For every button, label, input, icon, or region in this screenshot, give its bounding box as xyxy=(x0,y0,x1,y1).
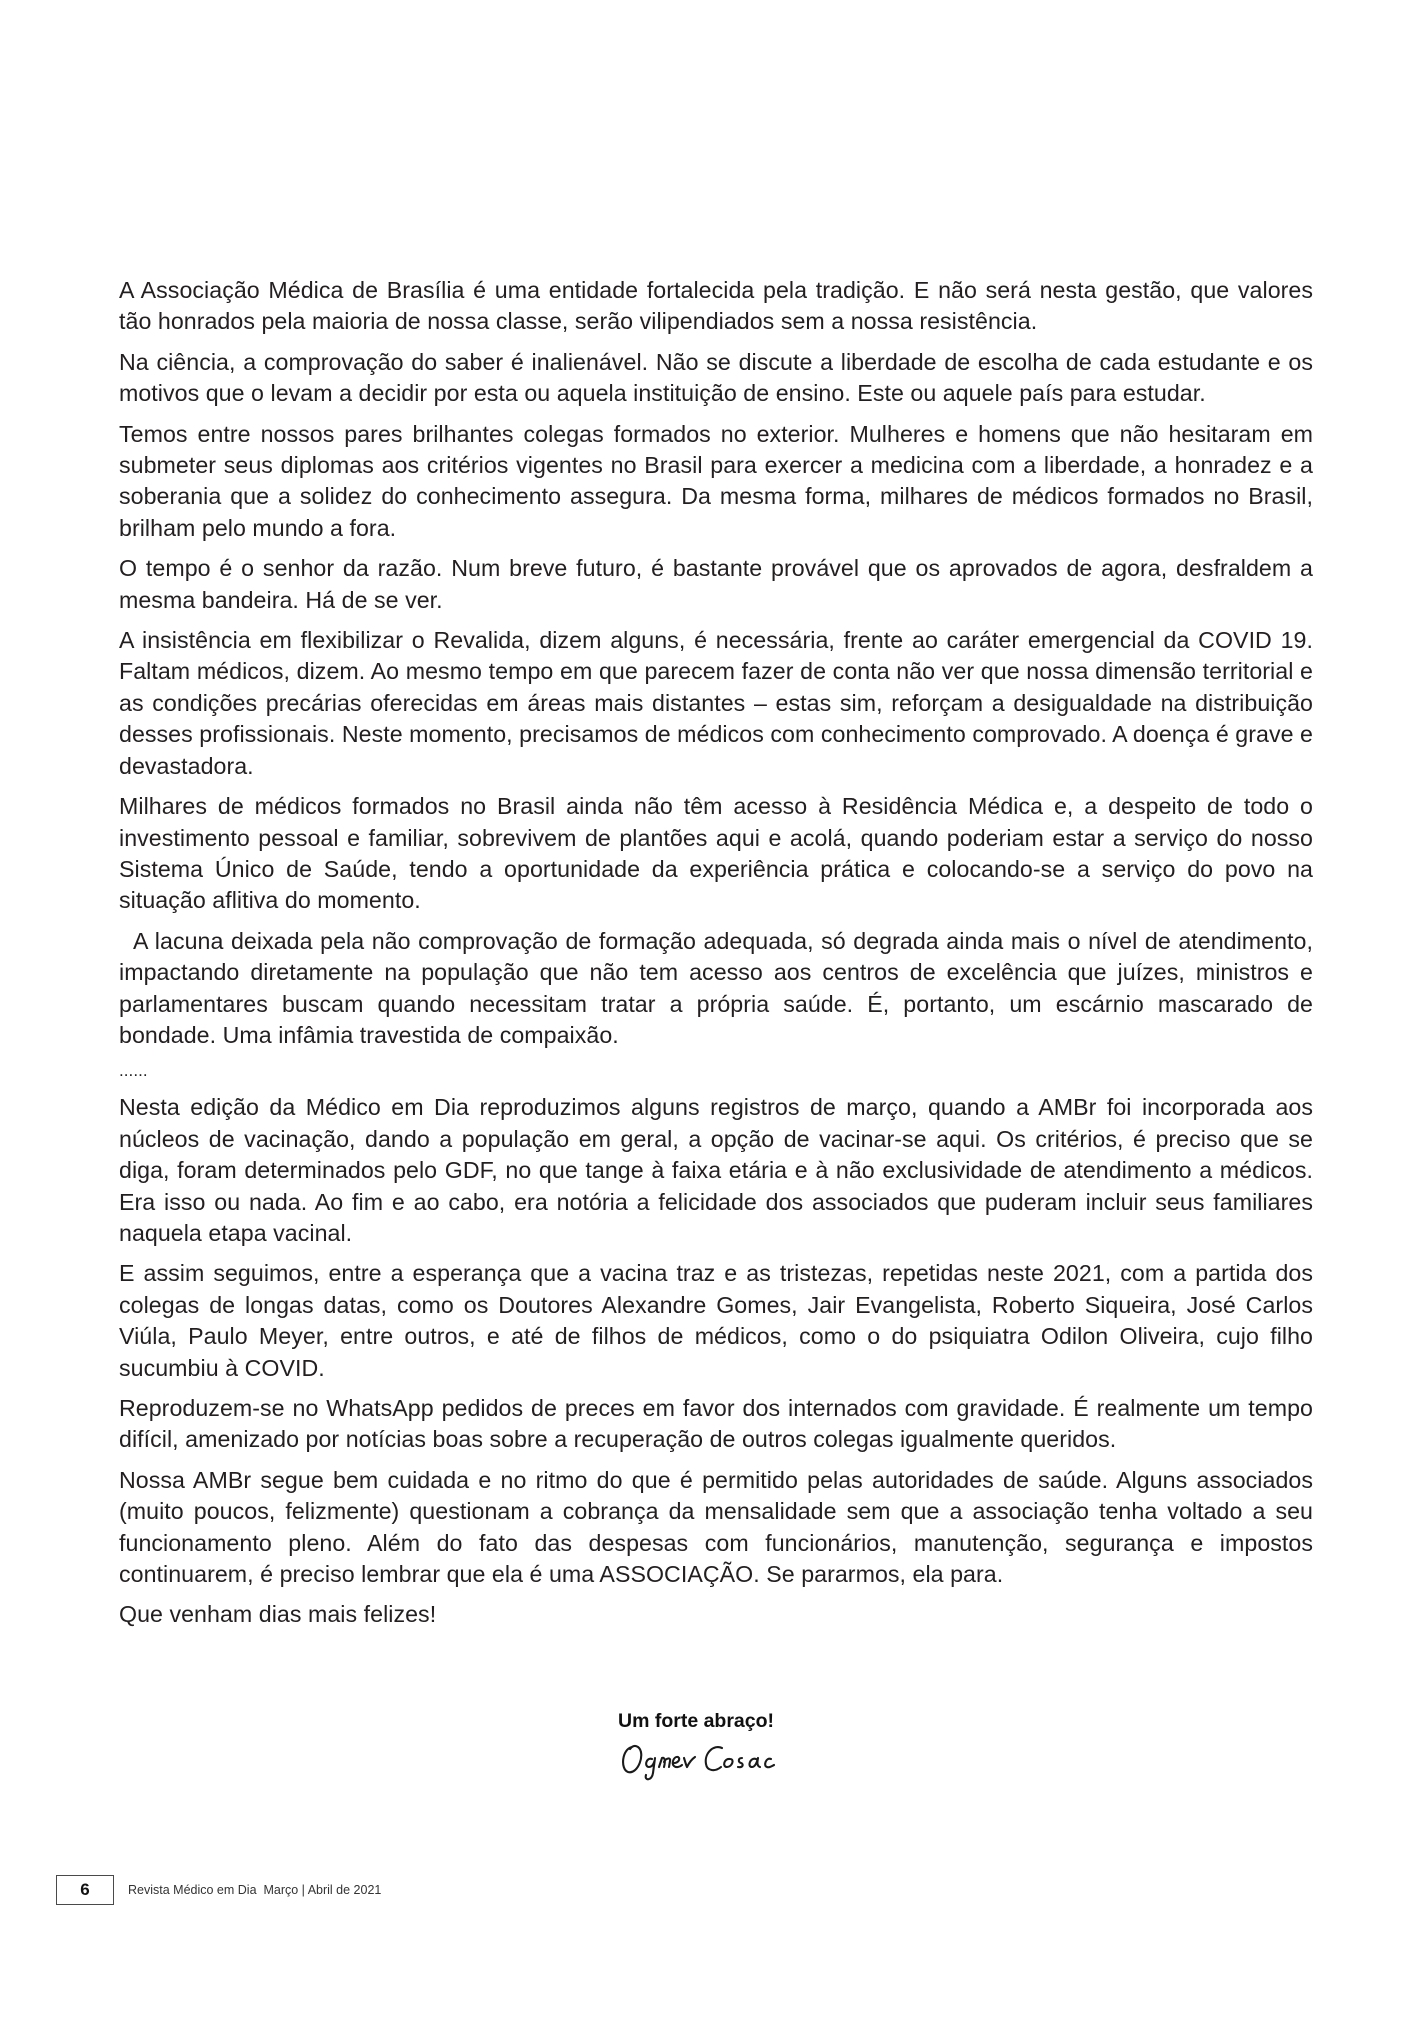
paragraph: A lacuna deixada pela não comprovação de formação adequada, só degrada ainda mais o nível de atendimento, impactando diretamente na população que não tem acesso aos centros de excelência que juízes, ministros e parlamentares buscam quando necessitam tratar a própria saúde. É, portanto, um escárnio mascarado de bondade. Uma infâmia travestida de compaixão. xyxy=(119,927,1313,1048)
section-separator: ...... xyxy=(119,1061,148,1081)
paragraph: Nesta edição da Médico em Dia reproduzimos alguns registros de março, quando a AMBr foi incorporada aos núcleos de vacinação, dando a população em geral, a opção de vacinar-se aqui. Os critérios, é preciso que se diga, foram determinados pelo GDF, no que tange à faixa etária e à não exclusividade de atendimento a médicos. Era isso ou nada. Ao fim e ao cabo, era notória a felicidade dos associados que puderam incluir seus familiares naquela etapa vacinal. xyxy=(119,1094,1313,1246)
paragraph: Reproduzem-se no WhatsApp pedidos de preces em favor dos internados com gravidade. É realmente um tempo difícil, amenizado por notícias boas sobre a recuperação de outros colegas igualmente queridos. xyxy=(119,1395,1313,1453)
paragraph: A Associação Médica de Brasília é uma entidade fortalecida pela tradição. E não será nesta gestão, que valores tão honrados pela maioria de nossa classe, serão vilipendiados sem a nossa resistência. xyxy=(119,277,1313,335)
handwritten-signature xyxy=(618,1739,793,1783)
publication-info: Revista Médico em Dia Março | Abril de 2021 xyxy=(128,1883,382,1897)
paragraph: Que venham dias mais felizes! xyxy=(119,1601,437,1628)
farewell-text: Um forte abraço! xyxy=(618,1710,775,1732)
paragraph: E assim seguimos, entre a esperança que a vacina traz e as tristezas, repetidas neste 2021, com a partida dos colegas de longas datas, como os Doutores Alexandre Gomes, Jair Evangelista, Roberto Siqueira, José Carlos Viúla, Paulo Meyer, entre outros, e até de filhos de médicos, como o do psiquiatra Odilon Oliveira, cujo filho sucumbiu à COVID. xyxy=(119,1260,1313,1381)
closing xyxy=(618,1710,918,1788)
paragraph: Nossa AMBr segue bem cuidada e no ritmo do que é permitido pelas autoridades de saúde. Alguns associados (muito poucos, felizmente) questionam a cobrança da mensalidade sem que a associação tenha voltado a seu funcionamento pleno. Além do fato das despesas com funcionários, manutenção, segurança e impostos continuarem, é preciso lembrar que ela é uma ASSOCIAÇÃO. Se pararmos, ela para. xyxy=(119,1466,1313,1588)
page-number: 6 xyxy=(56,1875,114,1905)
article-body xyxy=(119,275,1313,1640)
paragraph: Temos entre nossos pares brilhantes colegas formados no exterior. Mulheres e homens que não hesitaram em submeter seus diplomas aos critérios vigentes no Brasil para exercer a medicina com a liberdade, a honradez e a soberania que a solidez do conhecimento assegura. Da mesma forma, milhares de médicos formados no Brasil, brilham pelo mundo a fora. xyxy=(119,420,1313,541)
paragraph: O tempo é o senhor da razão. Num breve futuro, é bastante provável que os aprovados de agora, desfraldem a mesma bandeira. Há de se ver. xyxy=(119,555,1313,613)
paragraph: A insistência em flexibilizar o Revalida, dizem alguns, é necessária, frente ao caráter emergencial da COVID 19. Faltam médicos, dizem. Ao mesmo tempo em que parecem fazer de conta não ver que nossa dimensão territorial e as condições precárias oferecidas em áreas mais distantes – estas sim, reforçam a desigualdade na distribuição desses profissionais. Neste momento, precisamos de médicos com conhecimento comprovado. A doença é grave e devastadora. xyxy=(119,627,1313,779)
paragraph: Na ciência, a comprovação do saber é inalienável. Não se discute a liberdade de escolha de cada estudante e os motivos que o levam a decidir por esta ou aquela instituição de ensino. Este ou aquele país para estudar. xyxy=(119,348,1313,407)
paragraph: Milhares de médicos formados no Brasil ainda não têm acesso à Residência Médica e, a despeito de todo o investimento pessoal e familiar, sobrevivem de plantões aqui e acolá, quando poderiam estar a serviço do nosso Sistema Único de Saúde, tendo a oportunidade da experiência prática e colocando-se a serviço do povo na situação aflitiva do momento. xyxy=(119,793,1313,914)
page-footer xyxy=(56,1874,381,1906)
